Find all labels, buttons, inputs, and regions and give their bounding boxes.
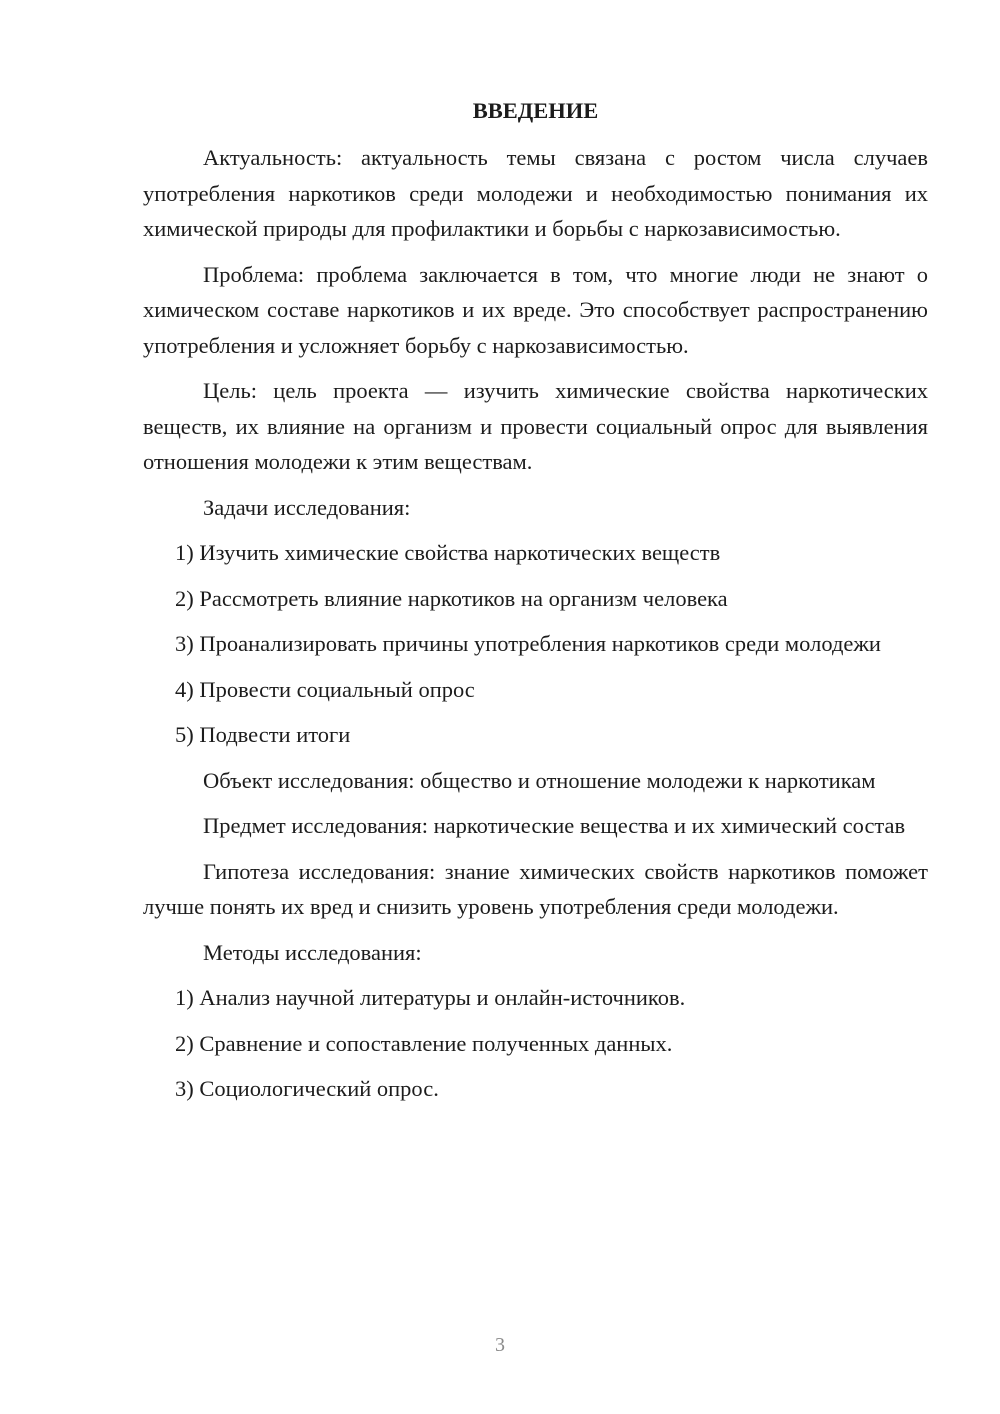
subject-paragraph: Предмет исследования: наркотические вещества и их химический состав (203, 813, 906, 838)
methods-list (143, 980, 928, 1107)
section-title: ВВЕДЕНИЕ (472, 98, 599, 123)
methods-heading: Методы исследования: (203, 939, 422, 965)
hypothesis-paragraph: Гипотеза исследования: знание химических свойств наркотиков поможет лучше понять их вред и снизить уровень употребления среди молодежи. (143, 858, 928, 919)
task-item: 2) Рассмотреть влияние наркотиков на организм человека (175, 585, 728, 611)
task-item: 1) Изучить химические свойства наркотических веществ (175, 540, 721, 565)
method-item: 3) Социологический опрос. (175, 1076, 439, 1101)
method-item: 1) Анализ научной литературы и онлайн-источников. (175, 985, 686, 1010)
tasks-list (143, 535, 928, 753)
task-item: 3) Проанализировать причины употребления наркотиков среди молодежи (175, 631, 881, 656)
task-item: 4) Провести социальный опрос (175, 676, 475, 702)
task-item: 5) Подвести итоги (175, 722, 351, 747)
document-page (143, 92, 928, 1117)
page-number: 3 (495, 1334, 505, 1356)
relevance-paragraph: Актуальность: актуальность темы связана с ростом числа случаев употребления наркотиков среди молодежи и необходимостью понимания их химической природы для профилактики и борьбы с наркозависимостью. (143, 145, 928, 241)
object-paragraph: Объект исследования: общество и отношение молодежи к наркотикам (203, 767, 876, 793)
method-item: 2) Сравнение и сопоставление полученных данных. (175, 1030, 673, 1056)
goal-paragraph: Цель: цель проекта — изучить химические свойства наркотических веществ, их влияние на организм и провести социальный опрос для выявления отношения молодежи к этим веществам. (143, 378, 928, 474)
tasks-heading: Задачи исследования: (203, 494, 411, 520)
problem-paragraph: Проблема: проблема заключается в том, что многие люди не знают о химическом составе наркотиков и их вреде. Это способствует распространению употребления и усложняет борьбу с наркозависимостью. (143, 261, 928, 358)
